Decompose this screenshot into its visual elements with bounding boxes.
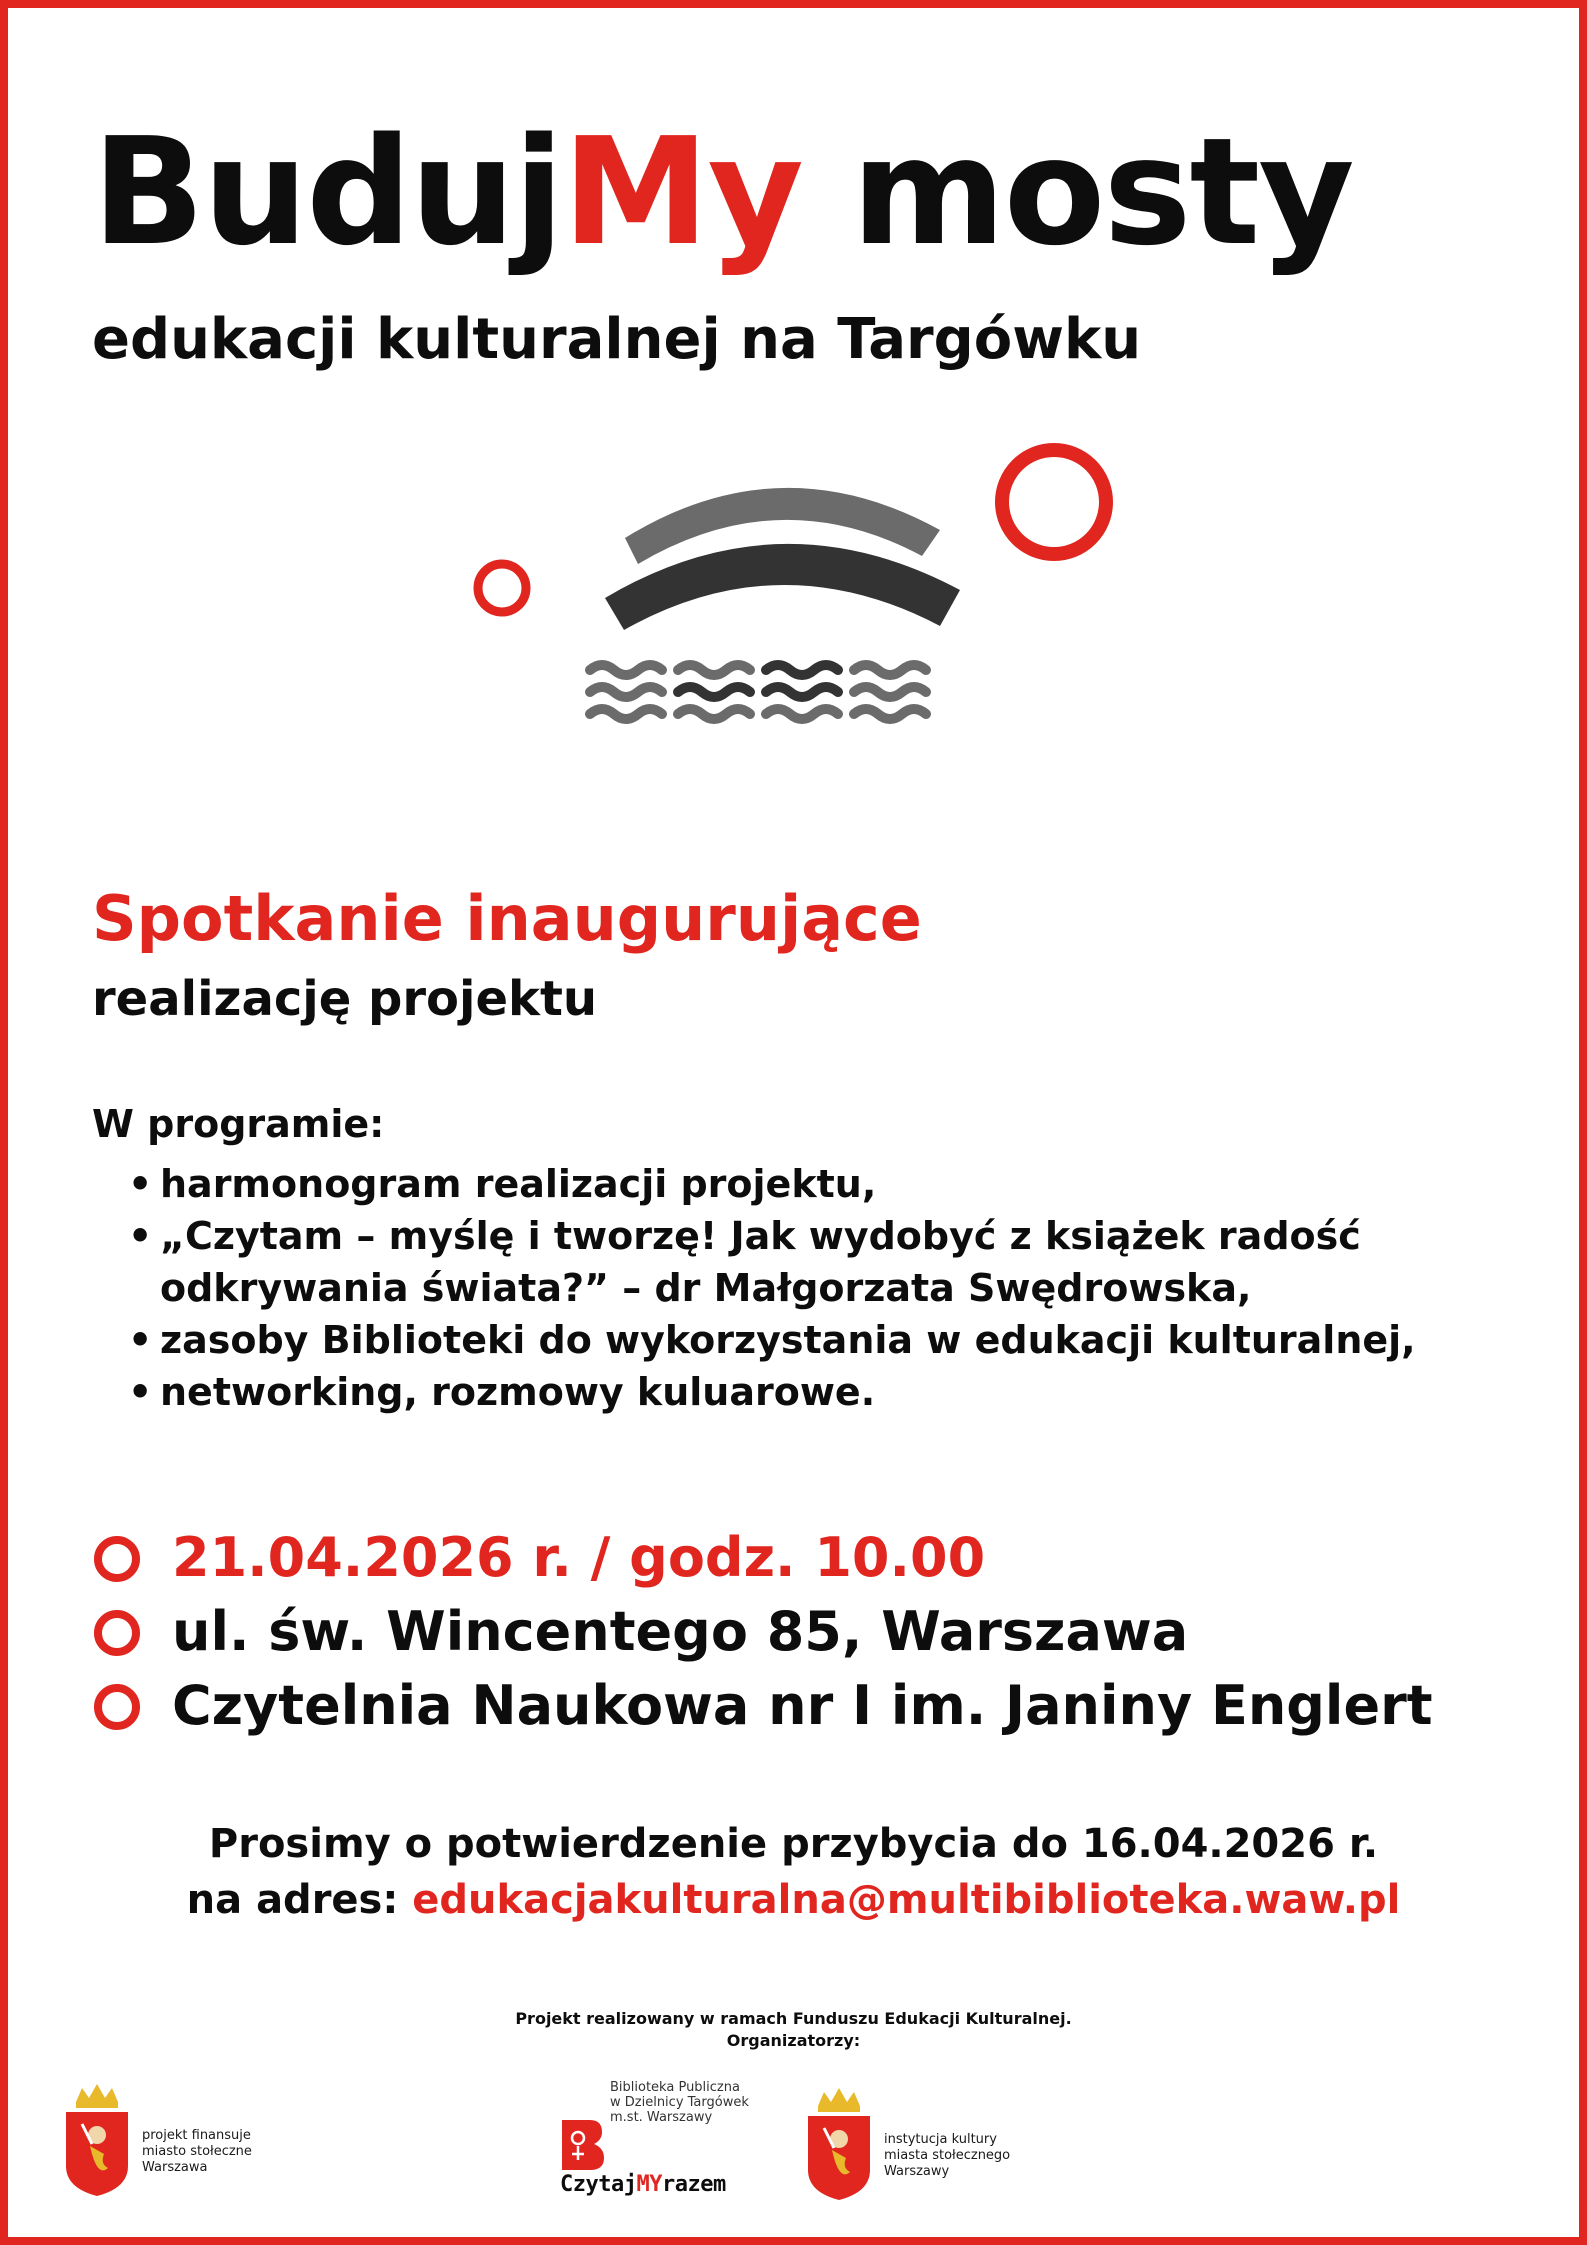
- list-item: [92, 1314, 1522, 1366]
- program-item-text: networking, rozmowy kuluarowe.: [160, 1370, 876, 1414]
- page-subtitle: edukacji kulturalnej na Targówku: [92, 307, 1142, 372]
- event-datetime: 21.04.2026 r. / godz. 10.00: [172, 1526, 986, 1589]
- funding-note: Projekt realizowany w ramach Funduszu Edukacji Kulturalnej.: [515, 2009, 1072, 2028]
- circle-bullet-icon: [94, 1684, 140, 1730]
- library-name: Biblioteka Publiczna w Dzielnicy Targówek m.st. Warszawy: [610, 2080, 749, 2125]
- lower-arch: [605, 544, 960, 630]
- circle-bullet-icon: [94, 1536, 140, 1582]
- event-headline-sub: realizację projektu: [92, 971, 598, 1027]
- bullet-icon: •: [128, 1370, 153, 1414]
- program-item-text: zasoby Biblioteki do wykorzystania w edukacji kulturalnej,: [160, 1318, 1416, 1362]
- rsvp-prefix: na adres:: [186, 1877, 399, 1923]
- program-item-text: odkrywania świata?” – dr Małgorzata Swędrowska,: [160, 1266, 1252, 1310]
- organizers-label: Organizatorzy:: [726, 2031, 861, 2050]
- event-address: ul. św. Wincentego 85, Warszawa: [172, 1600, 1189, 1663]
- event-headline: Spotkanie inaugurujące: [92, 882, 922, 955]
- program-title: W programie:: [92, 1102, 385, 1146]
- list-item: [92, 1210, 1522, 1262]
- program-item-text: harmonogram realizacji projektu,: [160, 1162, 877, 1206]
- library-brand: CzytajMYrazem: [560, 2172, 726, 2197]
- large-ring-icon: [1002, 450, 1106, 554]
- title-part2: mosty: [851, 106, 1353, 278]
- warsaw-crest-icon: [804, 2084, 874, 2204]
- list-item-continuation: [92, 1262, 1522, 1314]
- waves: [590, 665, 926, 719]
- rsvp-line2: [0, 1872, 1587, 1928]
- event-venue: Czytelnia Naukowa nr I im. Janiny Englert: [172, 1674, 1433, 1737]
- bridge-logo-icon: [460, 430, 1140, 760]
- program-item-text: „Czytam – myślę i tworzę! Jak wydobyć z książek radość: [160, 1214, 1361, 1258]
- circle-bullet-icon: [94, 1610, 140, 1656]
- library-logo-icon: [558, 2116, 606, 2172]
- title-part1: Buduj: [92, 106, 563, 278]
- bullet-icon: •: [128, 1162, 153, 1206]
- list-item: [92, 1366, 1522, 1418]
- institution-logo-text: instytucja kultury miasta stołecznego Warszawy: [884, 2132, 1011, 2179]
- warsaw-crest-icon: [62, 2080, 132, 2200]
- rsvp-line1: Prosimy o potwierdzenie przybycia do 16.04.2026 r.: [208, 1821, 1379, 1867]
- rsvp-email-link[interactable]: edukacjakulturalna@multibiblioteka.waw.pl: [412, 1877, 1401, 1923]
- funding-logo-text: projekt finansuje miasto stołeczne Warszawa: [142, 2128, 252, 2175]
- list-item: [92, 1158, 1522, 1210]
- small-ring-icon: [478, 564, 526, 612]
- page-title: [92, 106, 1353, 278]
- bullet-icon: •: [128, 1214, 153, 1258]
- program-list: [92, 1158, 1522, 1418]
- bullet-icon: •: [128, 1318, 153, 1362]
- title-accent: My: [562, 106, 802, 278]
